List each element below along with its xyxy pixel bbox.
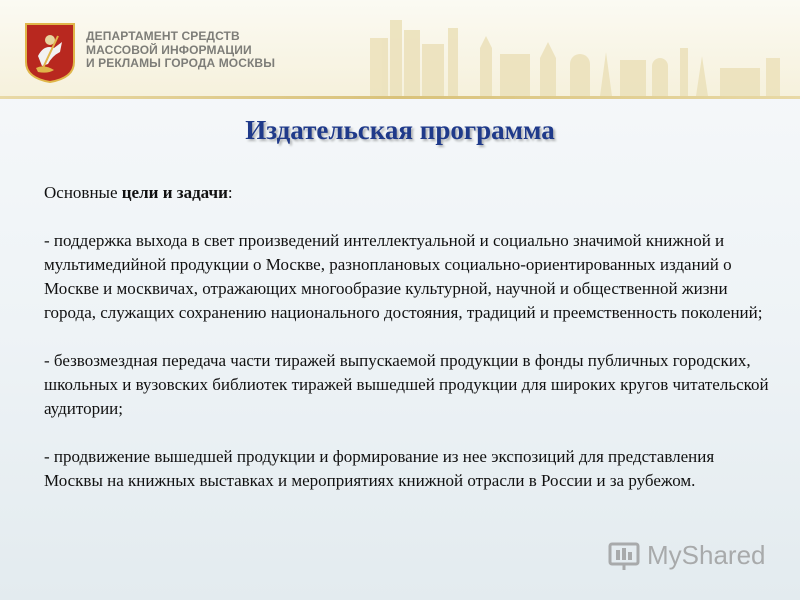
intro-prefix: Основные: [44, 183, 122, 202]
paragraph-gap: [44, 325, 774, 349]
goal-point: - продвижение вышедшей продукции и формирование из нее экспозиций для представления Москвы на книжных выставках и мероприятиях книжной отрасли в России и за рубежом.: [44, 447, 715, 490]
myshared-watermark: [607, 537, 766, 573]
intro-suffix: :: [227, 183, 233, 202]
moscow-skyline-icon: [330, 8, 800, 96]
moscow-coat-of-arms-icon: [24, 22, 76, 84]
slide-title: Издательская программа: [245, 115, 555, 145]
department-name: [86, 30, 275, 71]
goal-point: - поддержка выхода в свет произведений интеллектуальной и социально значимой книжной и мультимедийной продукции о Москве, разноплановых социально-ориентированных изданий о Москве и москвичах, отражающих многообразие культурной, научной и общественной жизни города, служащих сохранению национального достояния, традиций и преемственность поколений;: [44, 231, 763, 322]
header-divider: [0, 96, 800, 99]
department-line: МАССОВОЙ ИНФОРМАЦИИ: [86, 42, 252, 57]
paragraph-gap: [44, 205, 774, 229]
department-line: ДЕПАРТАМЕНТ СРЕДСТВ: [86, 29, 240, 43]
goal-point: - безвозмездная передача части тиражей выпускаемой продукции в фонды публичных городских, школьных и вузовских библиотек тиражей вышедшей продукции для широких кругов читательской аудитории;: [44, 351, 769, 418]
intro-line: [44, 181, 774, 205]
header-band: [0, 0, 800, 96]
slide-body: [44, 181, 774, 493]
watermark-text: MyShared: [647, 539, 766, 570]
intro-bold: цели и задачи: [121, 183, 228, 202]
paragraph-gap: [44, 421, 774, 445]
myshared-logo-icon: [607, 538, 641, 572]
department-line: И РЕКЛАМЫ ГОРОДА МОСКВЫ: [86, 56, 276, 70]
